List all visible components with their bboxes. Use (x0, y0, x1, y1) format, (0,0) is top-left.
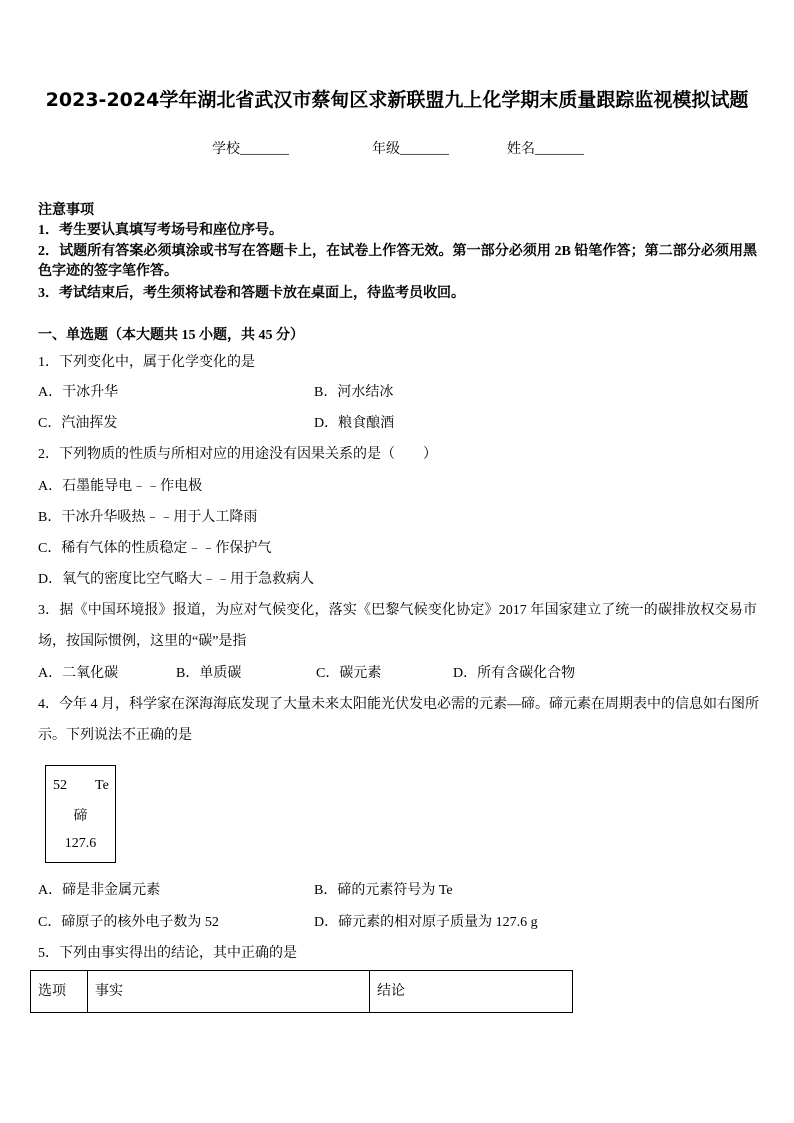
name-field: 姓名_______ (507, 142, 584, 157)
question-2-option-a: A．石墨能导电﹣﹣作电极 (38, 479, 203, 494)
element-atomic-mass: 127.6 (64, 836, 97, 851)
question-1-option-a: A．干冰升华 (38, 385, 119, 400)
question-4-stem-line-1: 4．今年 4 月，科学家在深海海底发现了大量未来太阳能光伏发电必需的元素—碲。碲元素在周期表中的信息如右图所 (38, 697, 759, 712)
question-1-option-c: C．汽油挥发 (38, 416, 118, 431)
question-1-stem: 1．下列变化中，属于化学变化的是 (38, 355, 255, 370)
question-3-option-b: B．单质碳 (176, 666, 242, 681)
question-3-stem-line-2: 场，按国际惯例，这里的“碳”是指 (38, 634, 247, 649)
question-2-option-b: B．干冰升华吸热﹣﹣用于人工降雨 (38, 510, 258, 525)
element-name: 碲 (73, 809, 88, 824)
school-field: 学校_______ (212, 142, 289, 157)
table-header-conclusion: 结论 (370, 971, 573, 1013)
table-header-row (31, 971, 573, 1013)
question-3-option-d: D．所有含碳化合物 (453, 666, 576, 681)
table-header-option: 选项 (31, 971, 88, 1013)
question-5-table (30, 970, 573, 1013)
table-header-fact: 事实 (88, 971, 370, 1013)
question-4-option-c: C．碲原子的核外电子数为 52 (38, 915, 219, 930)
note-item-1: 1．考生要认真填写考场号和座位序号。 (38, 223, 283, 238)
periodic-table-element-card (45, 765, 116, 863)
question-4-stem-line-2: 示。下列说法不正确的是 (38, 728, 192, 743)
question-3-option-a: A．二氧化碳 (38, 666, 119, 681)
section-heading: 一、单选题（本大题共 15 小题，共 45 分） (38, 328, 304, 343)
question-3-option-c: C．碳元素 (316, 666, 382, 681)
note-item-2-line-2: 色字迹的签字笔作答。 (38, 264, 178, 279)
note-item-3: 3．考试结束后，考生须将试卷和答题卡放在桌面上，待监考员收回。 (38, 286, 465, 301)
question-1-option-d: D．粮食酿酒 (314, 416, 395, 431)
question-4-option-d: D．碲元素的相对原子质量为 127.6 g (314, 915, 538, 930)
notes-heading: 注意事项 (38, 203, 94, 218)
element-atomic-number: 52 (53, 778, 67, 793)
question-3-stem-line-1: 3．据《中国环境报》报道，为应对气候变化，落实《巴黎气候变化协定》2017 年国家建立了统一的碳排放权交易市 (38, 603, 757, 618)
paper-title: 2023-2024学年湖北省武汉市蔡甸区求新联盟九上化学期末质量跟踪监视模拟试题 (45, 89, 749, 111)
question-5-stem: 5．下列由事实得出的结论，其中正确的是 (38, 946, 297, 961)
question-4-option-b: B．碲的元素符号为 Te (314, 883, 453, 898)
question-2-stem: 2．下列物质的性质与所相对应的用途没有因果关系的是（ ） (38, 447, 437, 462)
question-2-option-d: D．氧气的密度比空气略大﹣﹣用于急救病人 (38, 572, 315, 587)
question-4-option-a: A．碲是非金属元素 (38, 883, 161, 898)
grade-field: 年级_______ (372, 142, 449, 157)
question-2-option-c: C．稀有气体的性质稳定﹣﹣作保护气 (38, 541, 272, 556)
note-item-2-line-1: 2．试题所有答案必须填涂或书写在答题卡上，在试卷上作答无效。第一部分必须用 2B 铅笔作答；第二部分必须用黑 (38, 244, 757, 259)
question-1-option-b: B．河水结冰 (314, 385, 394, 400)
element-symbol: Te (95, 778, 109, 793)
